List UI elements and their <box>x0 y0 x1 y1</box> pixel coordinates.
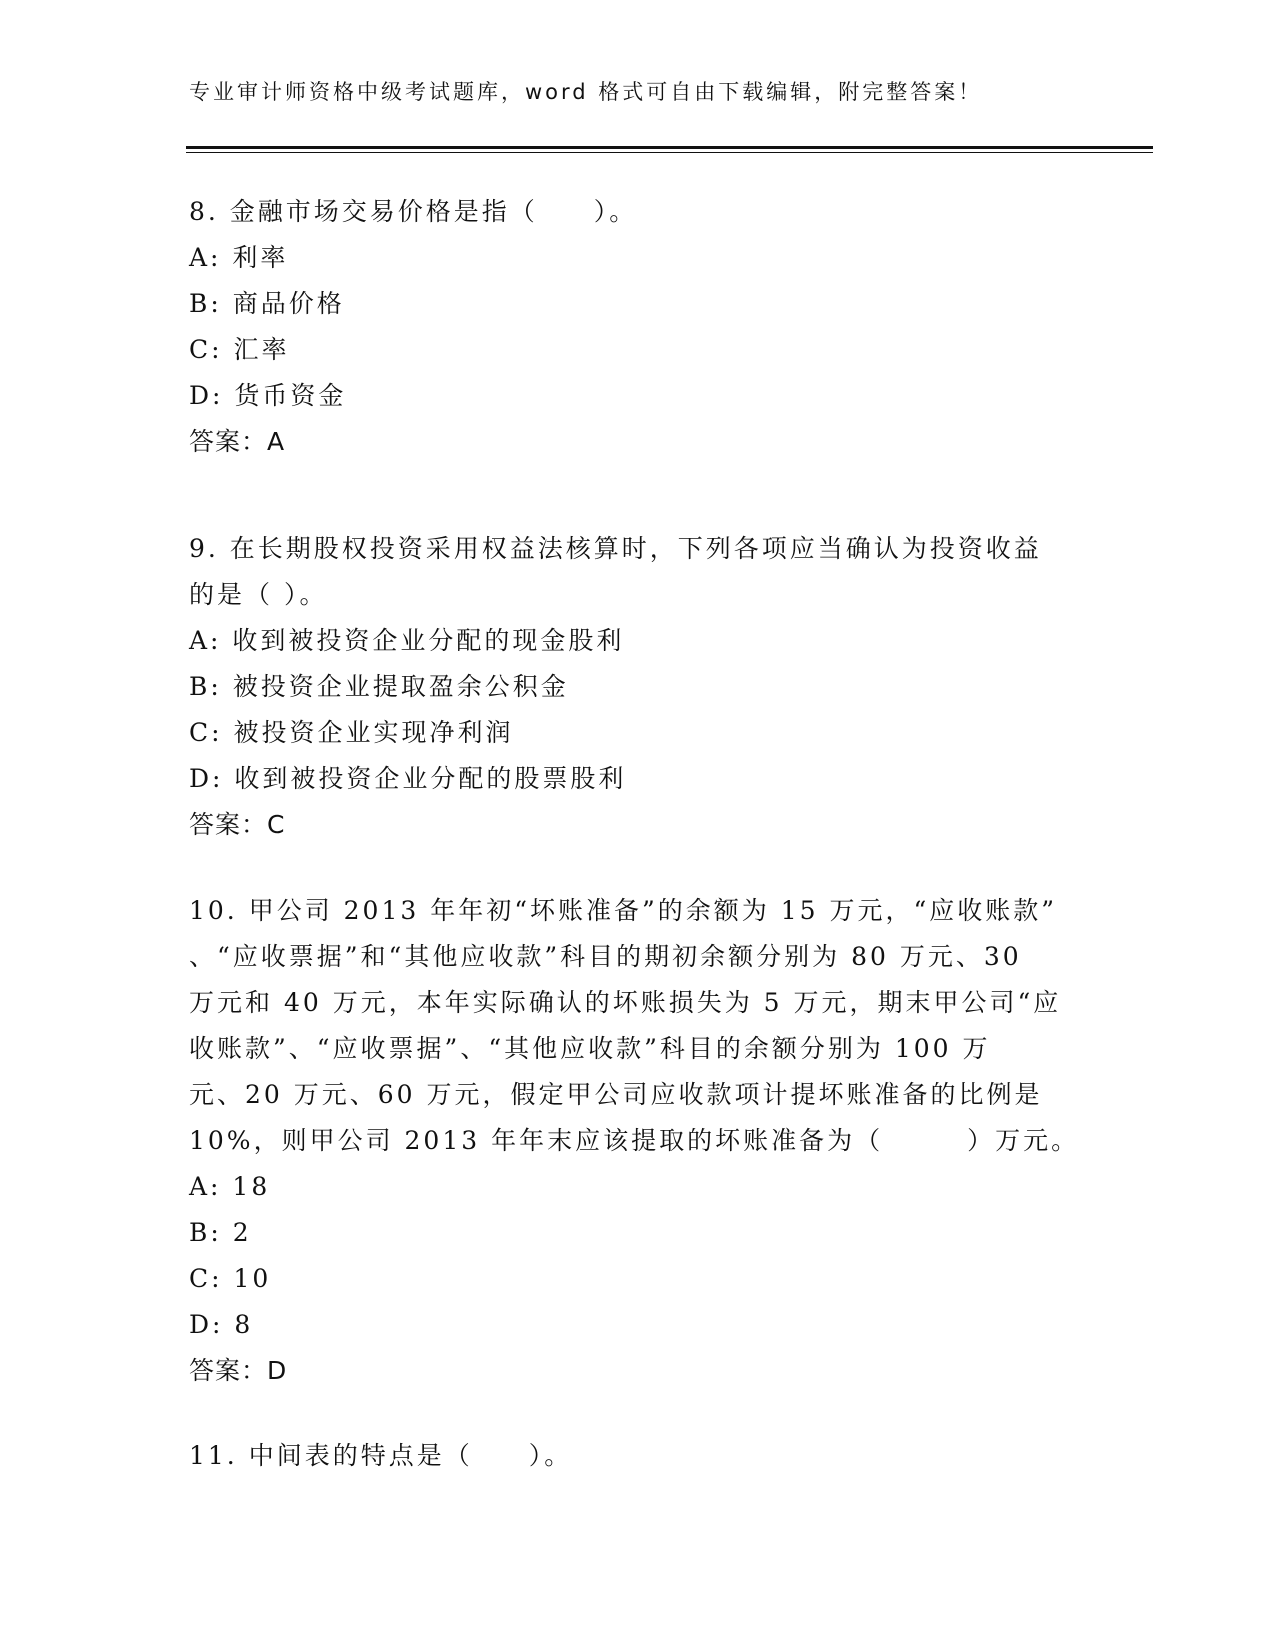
question-stem-line: 、“应收票据”和“其他应收款”科目的期初余额分别为 80 万元、30 <box>189 942 1022 971</box>
question-11 <box>189 1433 1089 1479</box>
option-d: D: 货币资金 <box>189 381 347 410</box>
header-rule-thick <box>186 146 1153 149</box>
question-10 <box>189 888 1089 1394</box>
answer-label: 答案：C <box>189 810 286 839</box>
question-stem-line: 10. 甲公司 2013 年年初“坏账准备”的余额为 15 万元，“应收账款” <box>189 896 1058 925</box>
header-rule-thin <box>186 152 1153 153</box>
question-stem-line: 收账款”、“应收票据”、“其他应收款”科目的余额分别为 100 万 <box>189 1034 991 1063</box>
question-stem-line: 10%，则甲公司 2013 年年末应该提取的坏账准备为（ ）万元。 <box>189 1126 1080 1155</box>
answer-label: 答案：A <box>189 427 286 456</box>
answer-label: 答案：D <box>189 1356 288 1385</box>
question-8 <box>189 189 1089 465</box>
question-9 <box>189 526 1089 848</box>
question-stem-line: 11. 中间表的特点是（ ）。 <box>189 1441 573 1470</box>
option-c: C: 10 <box>189 1264 272 1293</box>
option-a: A: 利率 <box>189 243 289 272</box>
option-b: B: 被投资企业提取盈余公积金 <box>189 672 569 701</box>
question-stem-line: 8. 金融市场交易价格是指（ ）。 <box>189 197 638 226</box>
question-stem-line: 的是（ ）。 <box>189 580 328 609</box>
option-a: A: 收到被投资企业分配的现金股利 <box>189 626 625 655</box>
question-stem-line: 元、20 万元、60 万元，假定甲公司应收款项计提坏账准备的比例是 <box>189 1080 1043 1109</box>
option-c: C: 汇率 <box>189 335 290 364</box>
option-b: B: 2 <box>189 1218 252 1247</box>
option-a: A: 18 <box>189 1172 271 1201</box>
page-header: 专业审计师资格中级考试题库，word 格式可自由下载编辑，附完整答案！ <box>189 80 983 104</box>
question-stem-line: 9. 在长期股权投资采用权益法核算时，下列各项应当确认为投资收益 <box>189 534 1042 563</box>
question-stem-line: 万元和 40 万元，本年实际确认的坏账损失为 5 万元，期末甲公司“应 <box>189 988 1062 1017</box>
option-c: C: 被投资企业实现净利润 <box>189 718 514 747</box>
option-b: B: 商品价格 <box>189 289 345 318</box>
option-d: D: 收到被投资企业分配的股票股利 <box>189 764 627 793</box>
option-d: D: 8 <box>189 1310 254 1339</box>
